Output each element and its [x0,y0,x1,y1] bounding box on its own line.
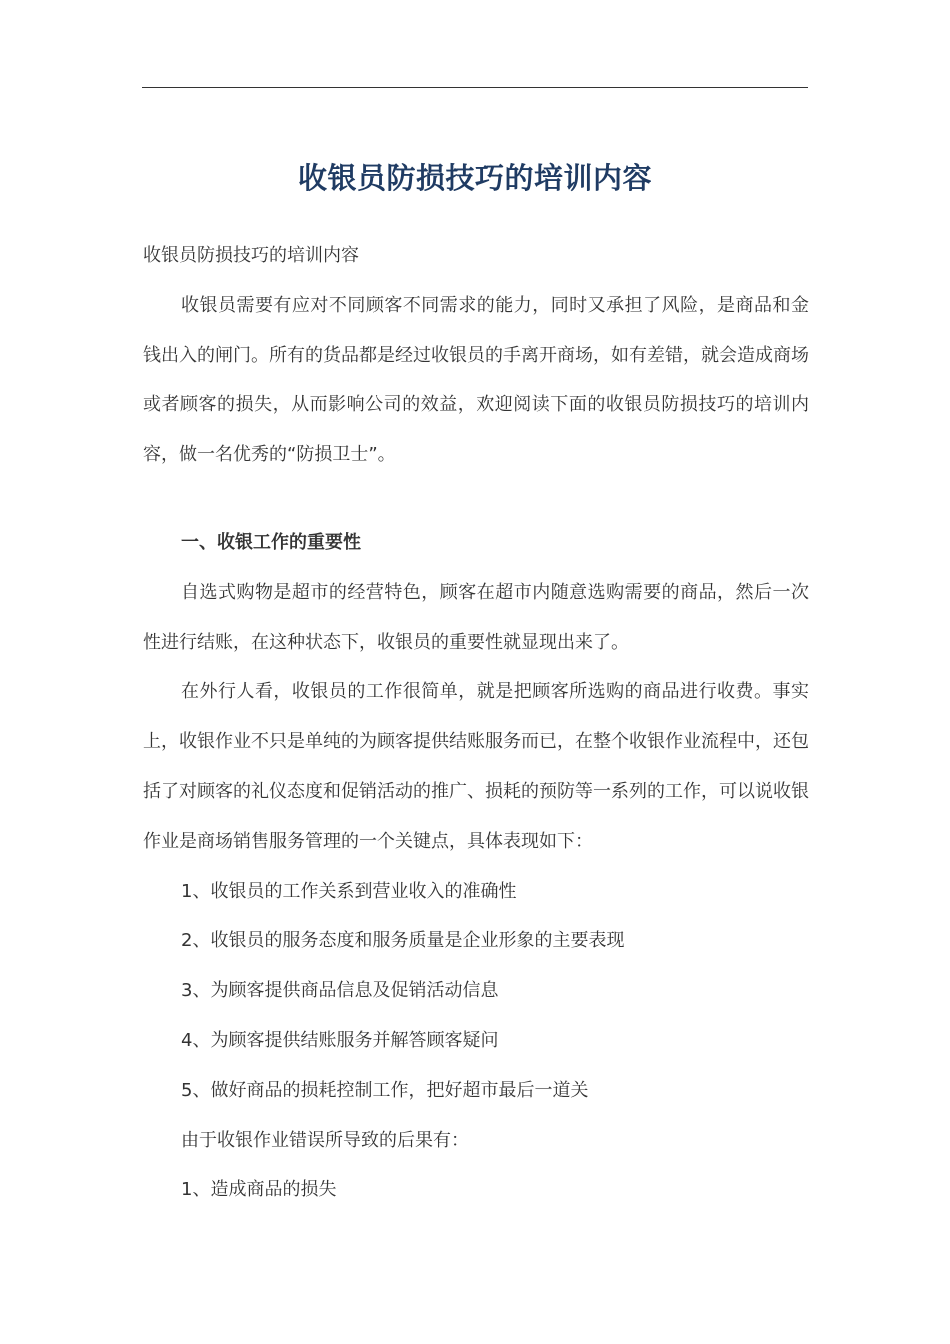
header-rule [142,87,808,88]
section-heading: 一、收银工作的重要性 [181,531,361,553]
document-body [143,231,809,1215]
list-item: 1、造成商品的损失 [181,1179,337,1201]
consequences-intro: 由于收银作业错误所导致的后果有： [181,1129,469,1151]
section-paragraph: 在外行人看，收银员的工作很简单，就是把顾客所选购的商品进行收费。事实上，收银作业不只是单纯的为顾客提供结账服务而已，在整个收银作业流程中，还包括了对顾客的礼仪态度和促销活动的推广、损耗的预防等一系列的工作，可以说收银作业是商场销售服务管理的一个关键点，具体表现如下： [143,681,809,852]
list-item: 4、为顾客提供结账服务并解答顾客疑问 [181,1029,499,1051]
document-subtitle: 收银员防损技巧的培训内容 [143,245,359,266]
list-item: 5、做好商品的损耗控制工作，把好超市最后一道关 [181,1079,589,1101]
section-paragraph: 自选式购物是超市的经营特色，顾客在超市内随意选购需要的商品，然后一次性进行结账，在这种状态下，收银员的重要性就显现出来了。 [143,581,809,653]
list-item: 2、收银员的服务态度和服务质量是企业形象的主要表现 [181,930,625,952]
section-spacer [143,480,809,518]
list-item: 1、收银员的工作关系到营业收入的准确性 [181,880,517,902]
document-title: 收银员防损技巧的培训内容 [297,161,652,195]
intro-paragraph: 收银员需要有应对不同顾客不同需求的能力，同时又承担了风险，是商品和金钱出入的闸门。所有的货品都是经过收银员的手离开商场，如有差错，就会造成商场或者顾客的损失，从而影响公司的效益，欢迎阅读下面的收银员防损技巧的培训内容，做一名优秀的“防损卫士”。 [143,294,809,466]
list-item: 3、为顾客提供商品信息及促销活动信息 [181,980,499,1002]
